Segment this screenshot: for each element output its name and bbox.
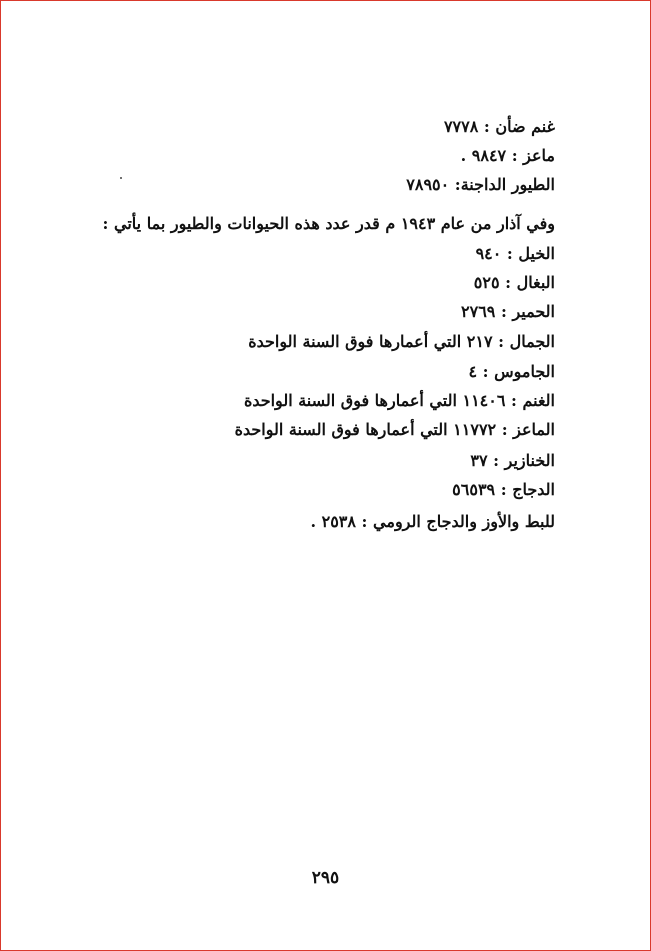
line-4: وفي آذار من عام ١٩٤٣ م قدر عدد هذه الحيوانات والطيور بما يأتي : <box>102 214 555 233</box>
line-3: الطيور الداجنة: ٧٨٩٥٠ <box>406 175 555 194</box>
line-5: الخيل : ٩٤٠ <box>475 244 555 263</box>
line-2: ماعز : ٩٨٤٧ . <box>460 146 555 165</box>
line-9: الجاموس : ٤ <box>468 362 555 381</box>
line-10: الغنم : ١١٤٠٦ التي أعمارها فوق السنة الواحدة <box>243 391 555 410</box>
line-8: الجمال : ٢١٧ التي أعمارها فوق السنة الواحدة <box>248 332 555 351</box>
line-7: الحمير : ٢٧٦٩ <box>461 302 555 321</box>
page-number: ٢٩٥ <box>311 868 340 888</box>
line-6: البغال : ٥٢٥ <box>473 273 555 292</box>
line-13: الدجاج : ٥٦٥٣٩ <box>452 480 555 499</box>
line-12: الخنازير : ٣٧ <box>470 451 555 470</box>
line-1: غنم ضأن : ٧٧٧٨ <box>443 117 555 136</box>
line-14: للبط والأوز والدجاج الرومي : ٢٥٣٨ . <box>310 512 555 531</box>
line-11: الماعز : ١١٧٧٢ التي أعمارها فوق السنة الواحدة <box>234 420 555 439</box>
stray-dot <box>120 177 122 179</box>
